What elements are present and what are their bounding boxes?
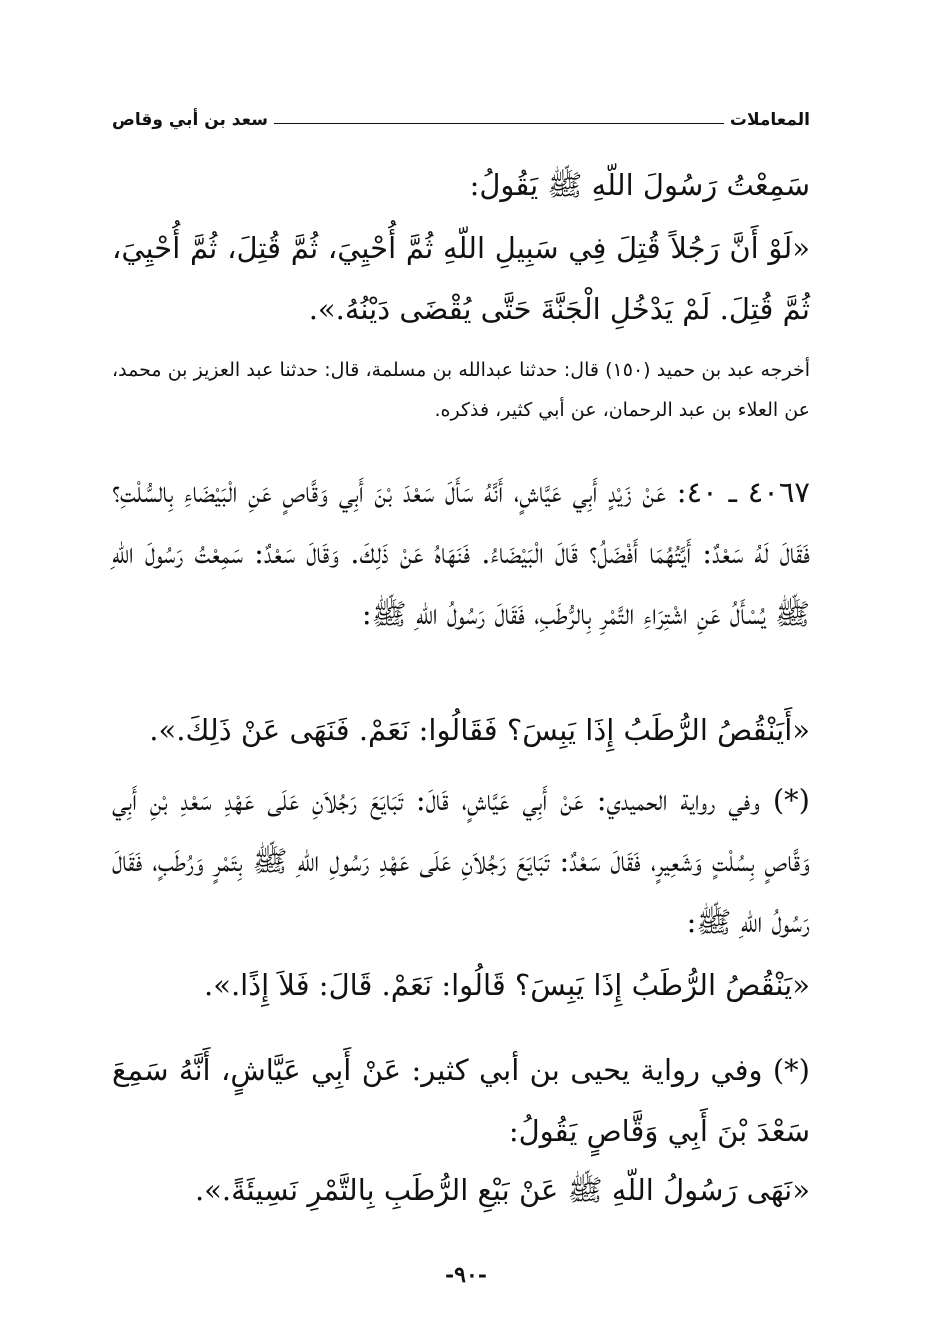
header-rule: [274, 123, 724, 124]
hadith-text-4: «نَهَى رَسُولُ اللّهِ ﷺ عَنْ بَيْعِ الرُّطَبِ بِالتَّمْرِ نَسِيئَةً.».: [194, 1173, 810, 1207]
hadith-text-2: «أَيَنْقُصُ الرُّطَبُ إِذَا يَبِسَ؟ فَقَالُوا: نَعَمْ. فَنَهَى عَنْ ذَلِكَ.».: [149, 713, 810, 747]
running-header: [112, 96, 810, 130]
takhrij-note: أخرجه عبد بن حميد (١٥٠) قال: حدثنا عبدالله بن مسلمة، قال: حدثنا عبد العزيز بن محمد، عن العلاء بن عبد الرحمان، عن أبي كثير، فذكره.: [112, 359, 810, 421]
paragraph-intro: سَمِعْتُ رَسُولَ اللّهِ ﷺ يَقُولُ:: [469, 168, 810, 202]
header-chapter-title: سعد بن أبي وقاص: [112, 110, 268, 130]
header-section-title: المعاملات: [729, 110, 810, 130]
page-number: -٩٠-: [445, 1262, 487, 1288]
hadith-4067-narration: ٤٠٦٧ ـ ٤٠: عَنْ زَيْدٍ أَبِي عَيَّاشٍ، أَنَّهُ سَأَلَ سَعْدَ بْنَ أَبِي وَقَّاصٍ عَنِ الْبَيْضَاءِ بِالسُّلْتِ؟ فَقَالَ لَهُ سَعْدٌ: أَيَّتُهُمَا أَفْضَلُ؟ قَالَ الْبَيْضَاءُ. فَنَهَاهُ عَنْ ذَلِكَ. وَقَالَ سَعْدٌ: سَمِعْتُ رَسُولَ اللّهِ ﷺ يُسْأَلُ عَنِ اشْتِرَاءِ التَّمْرِ بِالرُّطَبِ، فَقَالَ رَسُولُ اللّهِ ﷺ:: [112, 475, 811, 631]
yahya-narration: (*) وفي رواية يحيى بن أبي كثير: عَنْ أَبِي عَيَّاشٍ، أَنَّهُ سَمِعَ سَعْدَ بْنَ أَبِي وَقَّاصٍ يَقُولُ:: [112, 1053, 810, 1148]
humaydi-narration: (*) وفي رواية الحميدي: عَنْ أَبِي عَيَّاشٍ، قَالَ: تَبَايَعَ رَجُلاَنِ عَلَى عَهْدِ سَعْدِ بْنِ أَبِي وَقَّاصٍ بِسُلْتٍ وَشَعِيرٍ، فَقَالَ سَعْدٌ: تَبَايَعَ رَجُلاَنِ عَلَى عَهْدِ رَسُولِ اللّهِ ﷺ بِتَمْرٍ وَرُطَبٍ، فَقَالَ رَسُولُ اللّهِ ﷺ:: [112, 783, 810, 939]
hadith-text-1: «لَوْ أَنَّ رَجُلاً قُتِلَ فِي سَبِيلِ اللّهِ ثُمَّ أُحْيِيَ، ثُمَّ قُتِلَ، ثُمَّ أُحْيِيَ، ثُمَّ قُتِلَ. لَمْ يَدْخُلِ الْجَنَّةَ حَتَّى يُقْضَى دَيْنُهُ.».: [112, 231, 810, 326]
hadith-text-3: «يَنْقُصُ الرُّطَبُ إِذَا يَبِسَ؟ قَالُوا: نَعَمْ. قَالَ: فَلاَ إِذًا.».: [203, 968, 810, 1002]
